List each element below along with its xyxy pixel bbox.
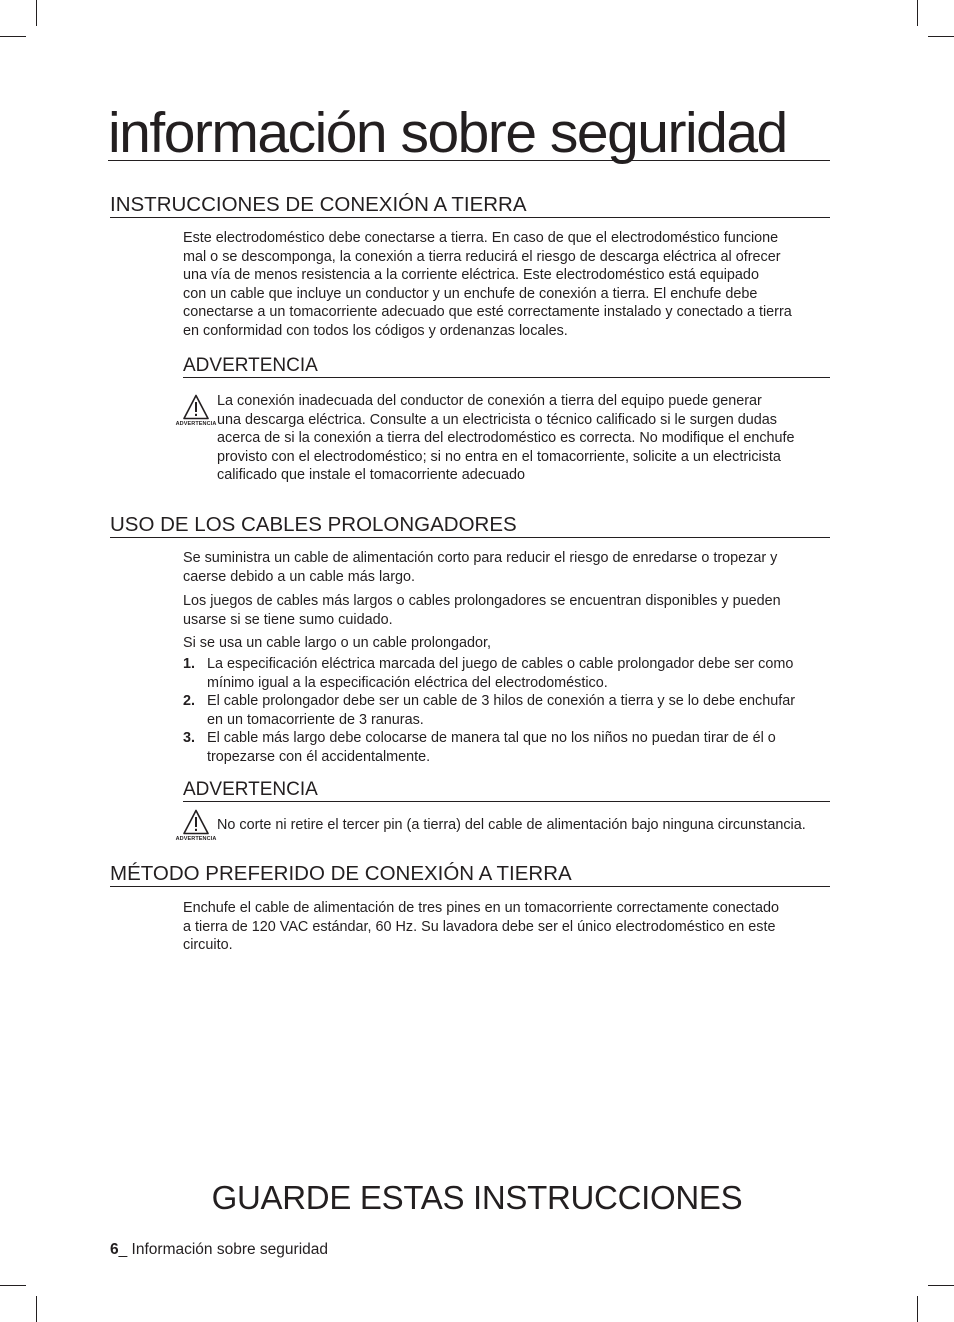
text-line: provisto con el electrodoméstico; si no entra en el tomacorriente, solicite a un electricista: [217, 448, 781, 465]
crop-mark-bottom-right-h: [928, 1285, 954, 1286]
text-line: mal o se descomponga, la conexión a tierra reducirá el riesgo de descarga eléctrica al ofrecer: [183, 248, 781, 265]
page-footer-label: _ Información sobre seguridad: [118, 1241, 328, 1258]
text-line: Este electrodoméstico debe conectarse a tierra. En caso de que el electrodoméstico funcione: [183, 230, 779, 246]
text-line: El cable prolongador debe ser un cable de 3 hilos de conexión a tierra y se lo debe enchufar: [207, 693, 796, 710]
list-item: [183, 729, 833, 766]
page-footer: [110, 1240, 328, 1260]
text-line: circuito.: [183, 937, 233, 954]
warning-triangle-icon: [173, 394, 219, 430]
text-line: La especificación eléctrica marcada del juego de cables o cable prolongador debe ser como: [207, 656, 794, 672]
list-item: [183, 692, 833, 729]
crop-mark-top-left: [36, 0, 37, 26]
text-line: una descarga eléctrica. Consulte a un electricista o técnico calificado si le surgen dudas: [217, 411, 777, 428]
preferred-method-body: [183, 899, 833, 955]
crop-mark-bottom-right: [917, 1296, 918, 1322]
page-number: 6: [110, 1241, 119, 1258]
text-line: en un tomacorriente de 3 ranuras.: [207, 711, 424, 728]
text-line: Se suministra un cable de alimentación corto para reducir el riesgo de enredarse o tropezar y: [183, 550, 778, 566]
text-line: El cable más largo debe colocarse de manera tal que no los niños no puedan tirar de él o: [207, 730, 776, 747]
crop-mark-bottom-left-h: [0, 1285, 26, 1286]
list-number: 2.: [183, 693, 196, 710]
crop-mark-top-left-h: [0, 36, 26, 37]
closing-banner: GUARDE ESTAS INSTRUCCIONES: [211, 1179, 743, 1216]
crop-mark-top-right: [917, 0, 918, 26]
text-line: calificado que instale el tomacorriente adecuado: [217, 467, 525, 484]
section-heading-extension-cords: USO DE LOS CABLES PROLONGADORES: [110, 513, 830, 538]
crop-mark-bottom-left: [36, 1296, 37, 1322]
text-line: La conexión inadecuada del conductor de conexión a tierra del equipo puede generar: [217, 393, 762, 409]
grounding-body: [183, 229, 833, 341]
extension-para-1: [183, 549, 833, 586]
text-line: mínimo igual a la especificación eléctrica del electrodoméstico.: [207, 674, 608, 691]
text-line: en conformidad con todos los códigos y ordenanzas locales.: [183, 322, 568, 339]
warning-icon-label: ADVERTENCIA: [175, 836, 217, 842]
text-line: usarse si se tiene sumo cuidado.: [183, 611, 393, 628]
list-item: [183, 655, 833, 692]
text-line: conectarse a un tomacorriente adecuado que esté correctamente instalado y conectado a tierra: [183, 304, 792, 321]
extension-requirements-list: [183, 655, 833, 767]
list-number: 1.: [183, 656, 196, 672]
section-heading-grounding: INSTRUCCIONES DE CONEXIÓN A TIERRA: [110, 193, 830, 218]
text-line: caerse debido a un cable más largo.: [183, 568, 415, 585]
crop-mark-top-right-h: [928, 36, 954, 37]
warning-heading-2: ADVERTENCIA: [183, 779, 830, 802]
text-line: una vía de menos resistencia a la corriente eléctrica. Este electrodoméstico está equipado: [183, 267, 759, 284]
text-line: con un cable que incluye un conductor y un enchufe de conexión a tierra. El enchufe debe: [183, 285, 758, 302]
section-heading-preferred-method: MÉTODO PREFERIDO DE CONEXIÓN A TIERRA: [110, 862, 830, 887]
warning-heading-1: ADVERTENCIA: [183, 355, 830, 378]
warning-icon-label: ADVERTENCIA: [175, 421, 217, 427]
list-number: 3.: [183, 730, 196, 747]
extension-para-3: Si se usa un cable largo o un cable prolongador,: [183, 635, 492, 651]
text-line: Los juegos de cables más largos o cables prolongadores se encuentran disponibles y pueden: [183, 593, 781, 609]
page-title: información sobre seguridad: [108, 100, 830, 161]
text-line: acerca de si la conexión a tierra del electrodoméstico es correcta. No modifique el enchufe: [217, 430, 795, 447]
extension-para-2: [183, 592, 833, 629]
text-line: Enchufe el cable de alimentación de tres pines en un tomacorriente correctamente conectado: [183, 900, 779, 916]
warning-text-2: No corte ni retire el tercer pin (a tierra) del cable de alimentación bajo ninguna circunstancia.: [217, 817, 806, 833]
text-line: a tierra de 120 VAC estándar, 60 Hz. Su lavadora debe ser el único electrodoméstico en este: [183, 918, 776, 935]
text-line: tropezarse con él accidentalmente.: [207, 748, 431, 765]
warning-text-1: [217, 392, 833, 485]
warning-triangle-icon: [173, 809, 219, 845]
